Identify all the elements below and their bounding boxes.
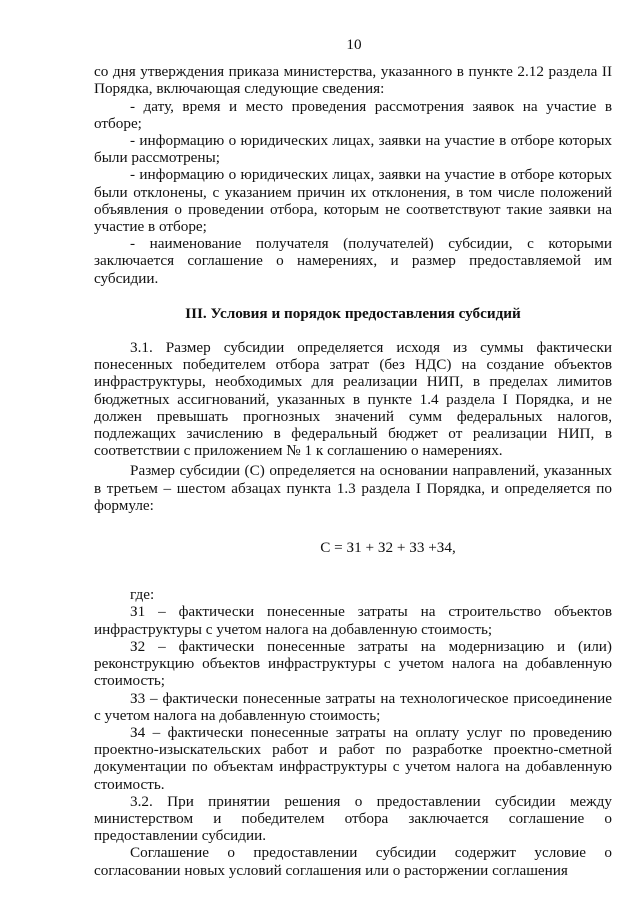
definition-z1: З1 – фактически понесенные затраты на строительство объектов инфраструктуры с учетом налога на добавленную стоимость; (94, 603, 612, 638)
paragraph-agreement: Соглашение о предоставлении субсидии содержит условие о согласовании новых условий соглашения или о расторжении соглашения (94, 844, 612, 879)
definition-z4: З4 – фактически понесенные затраты на оплату услуг по проведению проектно-изыскательских работ и работ по разработке проектно-сметной документации по объектам инфраструктуры с учетом налога на добавленную стоимость. (94, 723, 612, 793)
list-item-rejected-applicants: - информацию о юридических лицах, заявки на участие в отборе которых были отклонены, с указанием причин их отклонения, в том числе положений объявления о проведении отбора, которым не соответствуют такие заявки на участие в отборе; (94, 166, 612, 236)
paragraph-3-2: 3.2. При принятии решения о предоставлении субсидии между министерством и победителем отбора заключается соглашение о предоставлении субсидии. (94, 792, 612, 845)
page-number: 10 (346, 36, 362, 53)
paragraph-subsidy-size: Размер субсидии (С) определяется на основании направлений, указанных в третьем – шестом абзацах пункта 1.3 раздела I Порядка, и определяется по формуле: (94, 462, 612, 514)
section-heading: III. Условия и порядок предоставления субсидий (185, 304, 521, 322)
paragraph-3-1: 3.1. Размер субсидии определяется исходя из суммы фактически понесенных победителем отбора затрат (без НДС) на создание объектов инфраструктуры, необходимых для реализации НИП, в пределах лимитов бюджетных ассигнований, указанных в пункте 1.4 раздела I Порядка, и не должен превышать прогнозных значений сумм федеральных налогов, подлежащих зачислению в федеральный бюджет от реализации НИП, в соответствии с приложением № 1 к соглашению о намерениях. (94, 339, 612, 460)
where-label: где: (130, 586, 155, 604)
list-item-recipients: - наименование получателя (получателей) субсидии, с которыми заключается соглашение о намерениях, и размер предоставляемой им субсидии. (94, 235, 612, 287)
definition-z2: З2 – фактически понесенные затраты на модернизацию и (или) реконструкцию объектов инфраструктуры с учетом налога на добавленную стоимость; (94, 637, 612, 690)
list-item-date-time-place: - дату, время и место проведения рассмотрения заявок на участие в отборе; (94, 97, 612, 132)
list-item-reviewed-applicants: - информацию о юридических лицах, заявки на участие в отборе которых были рассмотрены; (94, 132, 612, 167)
paragraph-intro: со дня утверждения приказа министерства, указанного в пункте 2.12 раздела II Порядка, включающая следующие сведения: (94, 63, 612, 98)
definition-z3: З3 – фактически понесенные затраты на технологическое присоединение с учетом налога на добавленную стоимость; (94, 689, 612, 724)
formula: С = З1 + З2 + З3 +З4, (320, 539, 456, 557)
